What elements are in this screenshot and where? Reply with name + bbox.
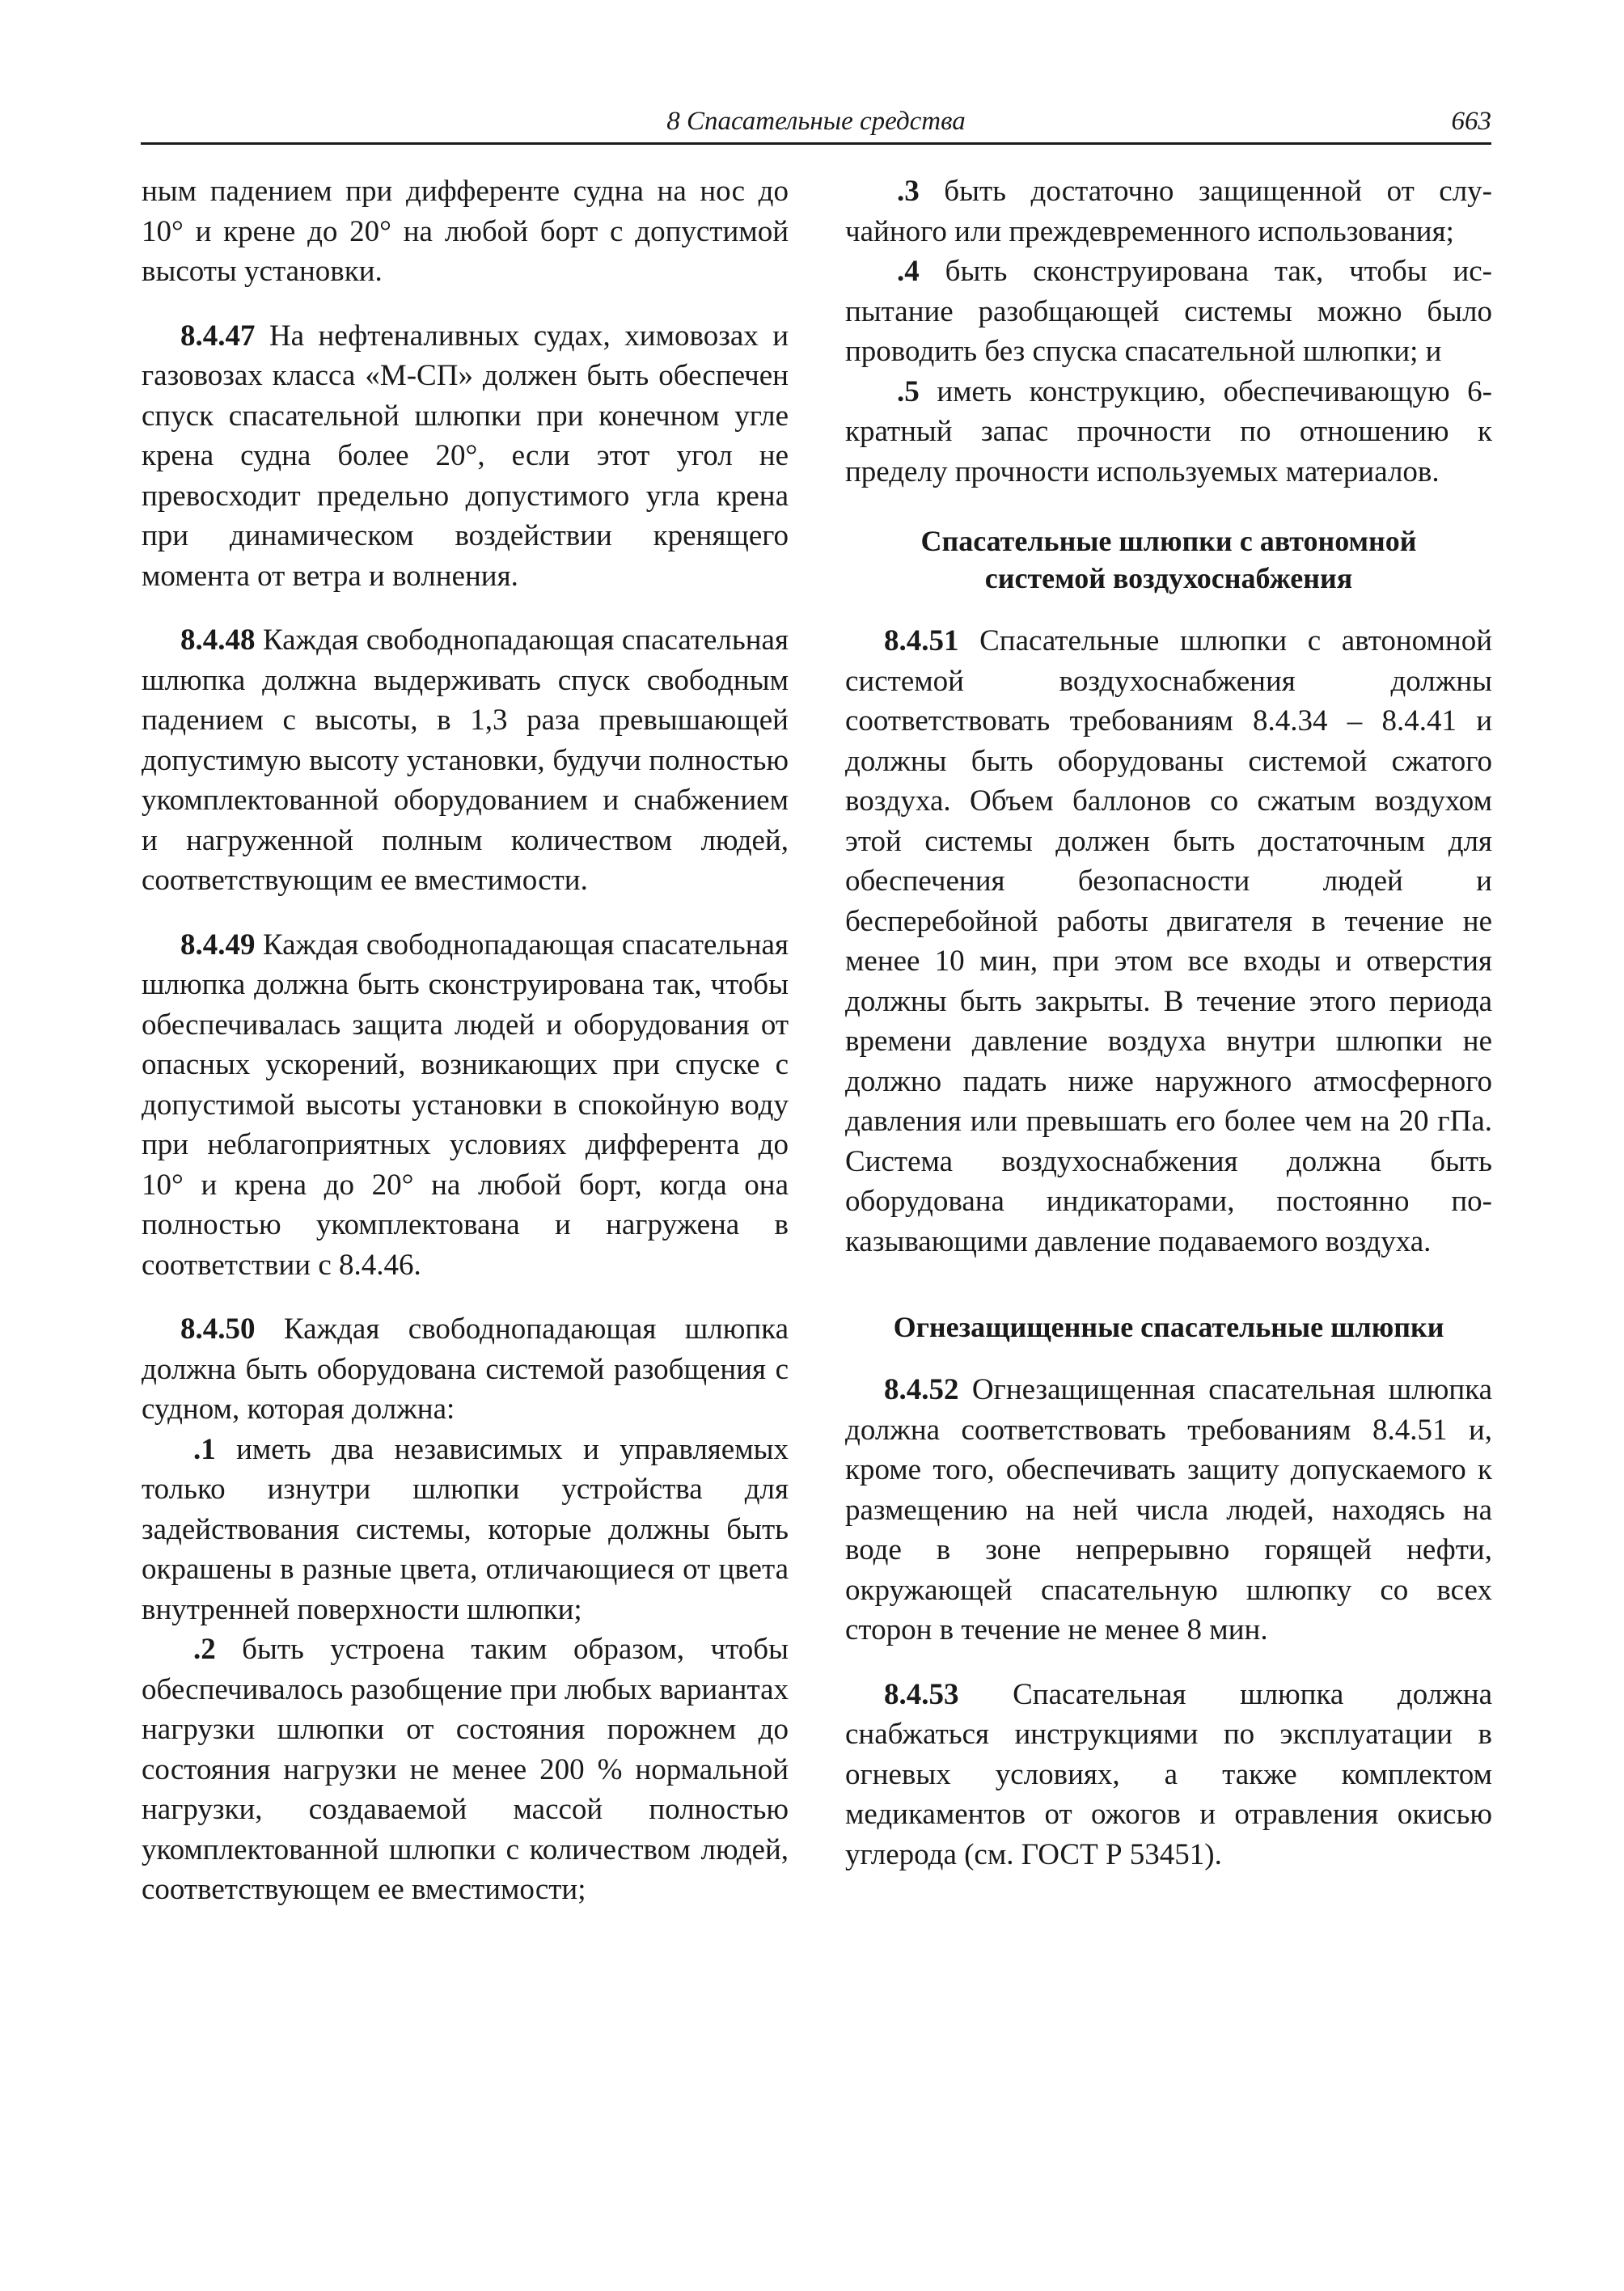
item-number: .3	[897, 175, 920, 208]
paragraph-text: Каждая свободнопадающая спасательная шлюпка должна выдерживать спуск свободным падением с высоты, в 1,3 раза превышающей допустимую высоту установки, будучи полностью укомплектованной оборудованием и снабжением и нагруженной полным количеством людей, соответствующим ее вместимости.	[142, 623, 789, 897]
left-column	[142, 171, 789, 1910]
item-number: .4	[897, 255, 920, 288]
paragraph-8-4-52	[845, 1370, 1492, 1651]
paragraph-text: ным падением при дифференте судна на нос до 10° и крене до 20° на любой борт с допустимой высоты установки.	[142, 175, 789, 288]
paragraph-8-4-49	[142, 925, 789, 1286]
section-heading-fire-protected	[845, 1308, 1492, 1346]
paragraph-text: Спасательные шлюпки с автономной системой воздухоснабжения должны соответствовать требованиям 8.4.34 – 8.4.41 и должны быть оборудованы системой сжатого воздуха. Объем баллонов со сжатым воздухом этой системы должен быть достаточным для обеспечения безопасности людей и бесперебойной работы двигателя в течение не менее 10 мин, при этом все входы и отверстия должны быть закрыты. В течение этого периода времени давление воздуха внутри шлюпки не должно падать ниже наружного атмосферного давления или превышать его более чем на 20 гПа. Система воздухоснабжения должна быть оборудована индикаторами, постоянно показывающими давление подаваемого воздуха.	[845, 624, 1492, 1258]
item-text: иметь два независимых и управляемых только изнутри шлюпки устройства для задействования системы, которые должны быть окрашены в разные цвета, отличающиеся от цвета внутренней поверхности шлюпки;	[142, 1432, 789, 1626]
item-text: быть достаточно защищенной от случайного или преждевременного использования;	[845, 175, 1492, 248]
list-item-4	[845, 252, 1492, 372]
paragraph-8-4-50	[142, 1309, 789, 1430]
right-column	[845, 171, 1492, 1875]
section-heading-air-supply	[845, 522, 1492, 597]
paragraph-8-4-53	[845, 1675, 1492, 1875]
paragraph-continued	[142, 171, 789, 292]
running-header	[141, 100, 1491, 145]
paragraph-text: Каждая свободнопадающая шлюпка должна быть оборудована системой разобщения с судном, которая должна:	[142, 1312, 789, 1426]
list-item-1	[142, 1430, 789, 1630]
paragraph-8-4-48	[142, 620, 789, 901]
clause-number: 8.4.51	[884, 624, 959, 657]
paragraph-text: Спасательная шлюпка должна снабжаться инструкциями по эксплуатации в огневых условиях, а также комплектом медикаментов от ожогов и отравления окисью углерода (см. ГОСТ Р 53451).	[845, 1677, 1492, 1871]
clause-number: 8.4.53	[884, 1677, 959, 1711]
chapter-title: 8 Спасательные средства	[666, 107, 966, 136]
clause-number: 8.4.48	[180, 623, 256, 657]
item-text: иметь конструкцию, обеспечивающую 6-кратный запас прочности по отношению к пределу прочности используемых материалов.	[845, 374, 1492, 488]
list-item-2	[142, 1629, 789, 1910]
item-number: .2	[193, 1633, 216, 1666]
heading-text: Огнезащищенные спасательные шлюпки	[893, 1311, 1444, 1343]
page-number: 663	[1451, 107, 1491, 136]
paragraph-text: Огнезащищенная спасательная шлюпка должна соответствовать требованиям 8.4.51 и, кроме того, обеспечивать защиту допускаемого к размещению на ней числа людей, находясь на воде в зоне непрерывно горящей нефти, окружающей спасательную шлюпку со всех сторон в течение не менее 8 мин.	[845, 1373, 1492, 1646]
clause-number: 8.4.52	[884, 1373, 959, 1406]
clause-number: 8.4.50	[180, 1312, 256, 1346]
heading-line-2: системой воздухоснабжения	[984, 562, 1353, 594]
item-text: быть устроена таким образом, чтобы обеспечивалось разобщение при любых вариантах нагрузки шлюпки от состояния порожнем до состояния нагрузки не менее 200 % нормальной нагрузки, создаваемой массой полностью укомплектованной шлюпки с количеством людей, соответствующем ее вместимости;	[142, 1633, 789, 1906]
paragraph-text: На нефтеналивных судах, химовозах и газовозах класса «М-СП» должен быть обеспечен спуск спасательной шлюпки при конечном угле крена судна более 20°, если этот угол не превосходит предельно допустимого угла крена при динамическом воздействии кренящего момента от ветра и волнения.	[142, 319, 789, 593]
paragraph-text: Каждая свободнопадающая спасательная шлюпка должна быть сконструирована так, чтобы обеспечивалась защита людей и оборудования от опасных ускорений, возникающих при спуске с допустимой высоты установки в спокойную воду при неблагоприятных условиях дифферента до 10° и крена до 20° на любой борт, когда она полностью укомплектована и нагружена в соответствии с 8.4.46.	[142, 928, 789, 1282]
list-item-5	[845, 372, 1492, 492]
item-text: быть сконструирована так, чтобы испытание разобщающей системы можно было проводить без спуска спасательной шлюпки; и	[845, 255, 1492, 368]
item-number: .5	[897, 374, 920, 408]
item-number: .1	[193, 1432, 216, 1466]
list-item-3	[845, 171, 1492, 252]
paragraph-8-4-47	[142, 316, 789, 597]
heading-line-1: Спасательные шлюпки с автономной	[920, 525, 1417, 557]
clause-number: 8.4.47	[180, 319, 256, 353]
paragraph-8-4-51	[845, 621, 1492, 1262]
clause-number: 8.4.49	[180, 928, 256, 962]
